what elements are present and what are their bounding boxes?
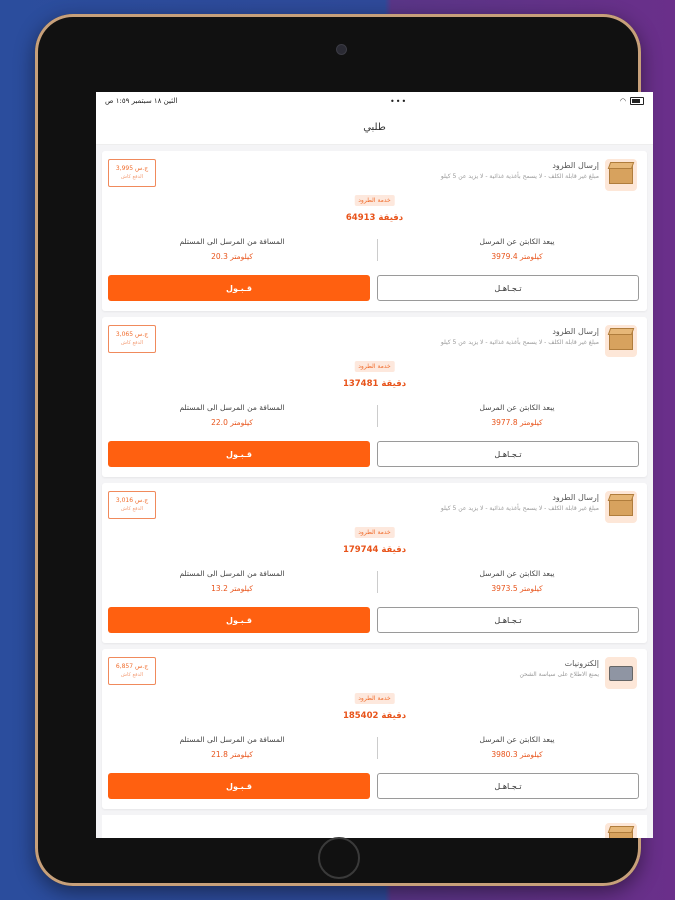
captain-distance [387, 237, 647, 261]
captain-distance-label: يبعد الكابتن عن المرسل [479, 237, 555, 246]
payment-method: الدفع كاش [120, 340, 144, 346]
captain-distance [387, 569, 647, 593]
price-value: ج.س 3,995 [115, 165, 149, 172]
ignore-button[interactable]: تـجـاهـل [377, 607, 639, 633]
divider [377, 571, 378, 593]
route-distance [102, 569, 362, 593]
captain-distance-label: يبعد الكابتن عن المرسل [479, 569, 555, 578]
route-distance-value: 22.0 كيلومتر [211, 418, 253, 427]
route-distance-label: المسافة من المرسل الى المستلم [179, 735, 285, 744]
price-badge [108, 657, 156, 685]
service-type-badge: خدمة الطرود [354, 361, 395, 372]
order-card [102, 317, 647, 477]
accept-button[interactable]: قـبـول [108, 275, 370, 301]
divider [377, 405, 378, 427]
service-type-badge: خدمة الطرود [354, 195, 395, 206]
order-card [102, 151, 647, 311]
route-distance-value: 13.2 كيلومتر [211, 584, 253, 593]
battery-icon [630, 97, 644, 105]
payment-method: الدفع كاش [120, 174, 144, 180]
status-icons [620, 97, 644, 105]
order-category: إرسال الطرود [552, 327, 599, 336]
order-description: مبلغ غير قابلة الكلف - لا يسمح بأغذية غذائية - لا يزيد عن 5 كيلو [440, 173, 599, 180]
ignore-button[interactable]: تـجـاهـل [377, 773, 639, 799]
route-distance [102, 735, 362, 759]
status-time: الثين ١٨ سبتمبر ١:٥٩ ص [105, 97, 178, 105]
home-button[interactable] [318, 837, 360, 879]
service-type-badge: خدمة الطرود [354, 527, 395, 538]
order-category: إلكترونيات [564, 659, 599, 668]
payment-method: الدفع كاش [120, 506, 144, 512]
captain-distance-value: 3979.4 كيلومتر [491, 252, 543, 261]
monitor-icon [605, 657, 637, 689]
price-value: ج.س 3,016 [115, 497, 149, 504]
route-distance [102, 403, 362, 427]
tablet-frame [35, 14, 641, 886]
route-distance-label: المسافة من المرسل الى المستلم [179, 403, 285, 412]
order-category: إرسال الطرود [552, 161, 599, 170]
route-distance-value: 20.3 كيلومتر [211, 252, 253, 261]
captain-distance-value: 3977.8 كيلومتر [491, 418, 543, 427]
package-icon [605, 491, 637, 523]
package-icon [605, 325, 637, 357]
ignore-button[interactable]: تـجـاهـل [377, 275, 639, 301]
page-header [96, 110, 653, 145]
order-description: مبلغ غير قابلة الكلف - لا يسمح بأغذية غذائية - لا يزيد عن 5 كيلو [440, 339, 599, 346]
service-type-badge: خدمة الطرود [354, 693, 395, 704]
captain-distance-value: 3980.3 كيلومتر [491, 750, 543, 759]
captain-distance [387, 735, 647, 759]
order-category: إرسال الطرود [552, 493, 599, 502]
wifi-icon: ◠ [619, 97, 626, 105]
captain-distance-label: يبعد الكابتن عن المرسل [479, 735, 555, 744]
total-distance: 179744 دقيقة [342, 545, 407, 555]
accept-button[interactable]: قـبـول [108, 773, 370, 799]
ignore-button[interactable]: تـجـاهـل [377, 441, 639, 467]
total-distance: 137481 دقيقة [342, 379, 407, 389]
status-dots: ••• [390, 96, 408, 106]
status-bar [96, 92, 653, 110]
package-icon [605, 159, 637, 191]
payment-method: الدفع كاش [120, 672, 144, 678]
price-badge [108, 491, 156, 519]
page-title: طلبي [363, 121, 386, 133]
route-distance [102, 237, 362, 261]
price-badge [108, 159, 156, 187]
accept-button[interactable]: قـبـول [108, 607, 370, 633]
order-description: يمنع الاطلاع على سياسة الشحن [519, 671, 599, 678]
captain-distance-label: يبعد الكابتن عن المرسل [479, 403, 555, 412]
accept-button[interactable]: قـبـول [108, 441, 370, 467]
app-screen [96, 92, 653, 838]
price-badge [108, 325, 156, 353]
captain-distance-value: 3973.5 كيلومتر [491, 584, 543, 593]
price-value: ج.س 6,857 [115, 663, 149, 670]
total-distance: 185402 دقيقة [342, 711, 407, 721]
total-distance: 64913 دقيقة [345, 213, 404, 223]
order-card-peek [102, 815, 647, 838]
package-icon [605, 823, 637, 838]
divider [377, 239, 378, 261]
order-description: مبلغ غير قابلة الكلف - لا يسمح بأغذية غذائية - لا يزيد عن 5 كيلو [440, 505, 599, 512]
route-distance-label: المسافة من المرسل الى المستلم [179, 237, 285, 246]
captain-distance [387, 403, 647, 427]
price-value: ج.س 3,065 [115, 331, 149, 338]
route-distance-value: 21.8 كيلومتر [211, 750, 253, 759]
divider [377, 737, 378, 759]
route-distance-label: المسافة من المرسل الى المستلم [179, 569, 285, 578]
order-card [102, 649, 647, 809]
order-card [102, 483, 647, 643]
camera-icon [336, 44, 347, 55]
